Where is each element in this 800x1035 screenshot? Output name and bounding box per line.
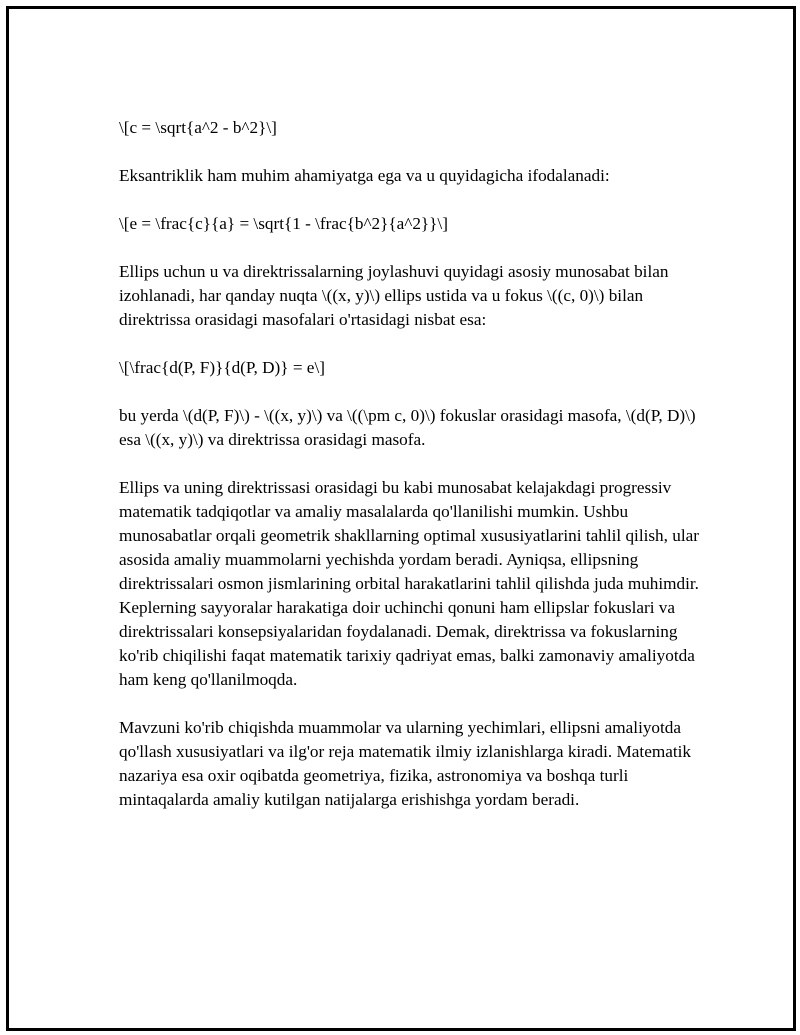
page-frame <box>6 6 796 1031</box>
formula-c: \[c = \sqrt{a^2 - b^2}\] <box>119 118 277 137</box>
formula-ratio: \[\frac{d(P, F)}{d(P, D)} = e\] <box>119 358 325 377</box>
directrix-relation-text: Ellips uchun u va direktrissalarning joylashuvi quyidagi asosiy munosabat bilan izohlanadi, har qanday nuqta \((x, y)\) ellips ustida va u fokus \((c, 0)\) bilan direktrissa orasidagi masofalari o'rtasidagi nisbat esa: <box>119 262 669 329</box>
formula-e: \[e = \frac{c}{a} = \sqrt{1 - \frac{b^2}{a^2}}\] <box>119 214 448 233</box>
applications-paragraph: Ellips va uning direktrissasi orasidagi bu kabi munosabat kelajakdagi progressiv matematik tadqiqotlar va amaliy masalalarda qo'llanilishi mumkin. Ushbu munosabatlar orqali geometrik shakllarning optimal xususiyatlarini tahlil qilish, ular asosida amaliy muammolarni yechishda yordam beradi. Ayniqsa, ellipsning direktrissalari osmon jismlarining orbital harakatlarini tahlil qilishda juda muhimdir. Keplerning sayyoralar harakatiga doir uchinchi qonuni ham ellipslar fokuslari va direktrissalari konsepsiyalaridan foydalanadi. Demak, direktrissa va fokuslarning ko'rib chiqilishi faqat matematik tarixiy qadriyat emas, balki zamonaviy amaliyotda ham keng qo'llanilmoqda. <box>119 478 699 689</box>
distance-definition-text: bu yerda \(d(P, F)\) - \((x, y)\) va \((\pm c, 0)\) fokuslar orasidagi masofa, \(d(P, D)\) esa \((x, y)\) va direktrissa orasidagi masofa. <box>119 406 696 449</box>
eccentricity-intro: Eksantriklik ham muhim ahamiyatga ega va u quyidagicha ifodalanadi: <box>119 166 610 185</box>
document-body <box>119 116 699 836</box>
conclusion-paragraph: Mavzuni ko'rib chiqishda muammolar va ularning yechimlari, ellipsni amaliyotda qo'llash xususiyatlari va ilg'or reja matematik ilmiy izlanishlarga kiradi. Matematik nazariya esa oxir oqibatda geometriya, fizika, astronomiya va boshqa turli mintaqalarda amaliy kutilgan natijalarga erishishga yordam beradi. <box>119 718 691 809</box>
